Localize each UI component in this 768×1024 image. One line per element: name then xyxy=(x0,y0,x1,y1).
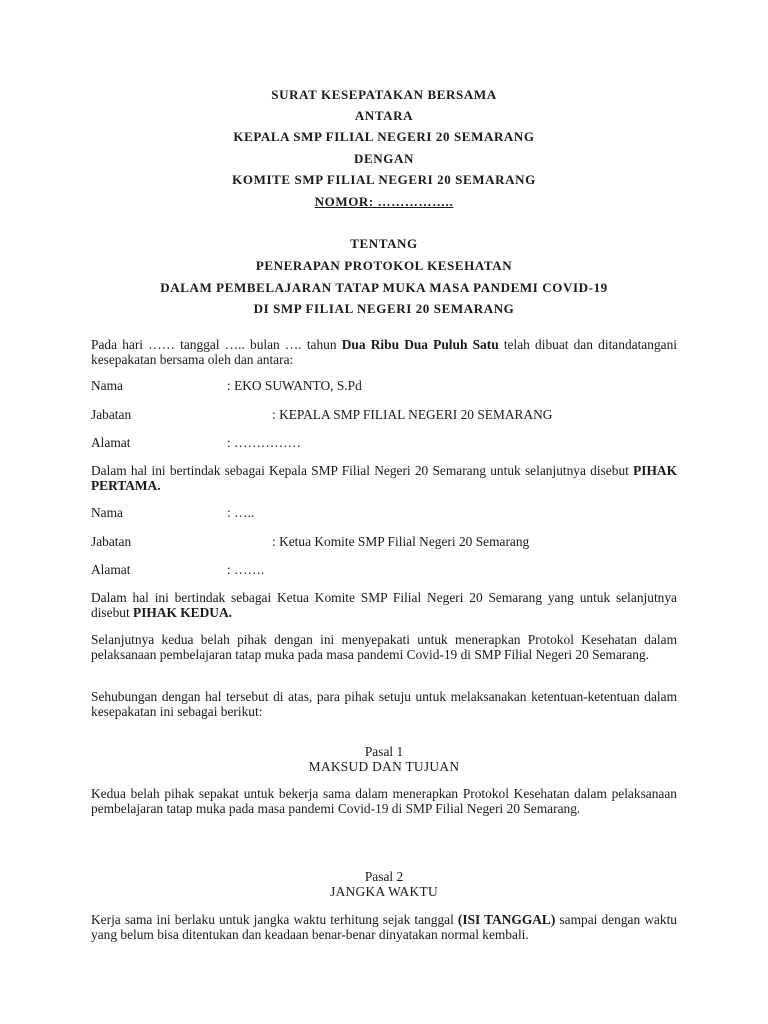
party2-description: Dalam hal ini bertindak sebagai Ketua Komite SMP Filial Negeri 20 Semarang yang untuk selanjutnya disebut PIHAK KEDUA. xyxy=(91,590,677,620)
party1-address-value: : …………… xyxy=(227,435,302,450)
topic-line-3: DI SMP FILIAL NEGERI 20 SEMARANG xyxy=(253,301,515,316)
party1-address-label: Alamat xyxy=(91,435,131,450)
party1-name-value: : EKO SUWANTO, S.Pd xyxy=(227,378,362,393)
doc-title: SURAT KESEPATAKAN BERSAMA xyxy=(271,87,497,102)
article2-text: Kerja sama ini berlaku untuk jangka waktu terhitung sejak tanggal (ISI TANGGAL) sampai dengan waktu yang belum bisa ditentukan dan keadaan benar-benar dinyatakan normal kembali. xyxy=(91,912,677,942)
party2-name-value: : ….. xyxy=(227,505,255,520)
article1-title: MAKSUD DAN TUJUAN xyxy=(308,759,460,774)
doc-title-party2: KOMITE SMP FILIAL NEGERI 20 SEMARANG xyxy=(232,172,536,187)
party2-address-value: : ……. xyxy=(227,562,265,577)
doc-title-party1: KEPALA SMP FILIAL NEGERI 20 SEMARANG xyxy=(233,129,535,144)
party2-position-label: Jabatan xyxy=(91,534,132,549)
doc-title-antara: ANTARA xyxy=(354,108,414,123)
party1-position-value: : KEPALA SMP FILIAL NEGERI 20 SEMARANG xyxy=(272,407,553,422)
party1-name-label: Nama xyxy=(91,378,123,393)
agreement-paragraph: Selanjutnya kedua belah pihak dengan ini menyepakati untuk menerapkan Protokol Kesehatan dalam pelaksanaan pembelajaran tatap muka pada masa pandemi Covid-19 di SMP Filial Negeri 20 Semarang. xyxy=(91,632,677,662)
party1-position-label: Jabatan xyxy=(91,407,132,422)
article2-number: Pasal 2 xyxy=(364,869,404,884)
party1-description: Dalam hal ini bertindak sebagai Kepala SMP Filial Negeri 20 Semarang untuk selanjutnya disebut PIHAK PERTAMA. xyxy=(91,463,677,493)
article1-text: Kedua belah pihak sepakat untuk bekerja sama dalam menerapkan Protokol Kesehatan dalam pelaksanaan pembelajaran tatap muka pada masa pandemi Covid-19 di SMP Filial Negeri 20 Semarang. xyxy=(91,786,677,816)
tentang-label: TENTANG xyxy=(350,236,418,251)
intro-paragraph: Pada hari …… tanggal ….. bulan …. tahun Dua Ribu Dua Puluh Satu telah dibuat dan ditandatangani kesepakatan bersama oleh dan antara: xyxy=(91,337,678,367)
terms-intro-paragraph: Sehubungan dengan hal tersebut di atas, para pihak setuju untuk melaksanakan ketentuan-ketentuan dalam kesepakatan ini sebagai berikut: xyxy=(91,689,677,719)
party2-name-label: Nama xyxy=(91,505,123,520)
doc-title-dengan: DENGAN xyxy=(354,151,414,166)
topic-line-1: PENERAPAN PROTOKOL KESEHATAN xyxy=(255,258,513,273)
party2-position-value: : Ketua Komite SMP Filial Negeri 20 Semarang xyxy=(272,534,530,549)
party2-address-label: Alamat xyxy=(91,562,131,577)
article2-title: JANGKA WAKTU xyxy=(330,884,438,899)
article1-number: Pasal 1 xyxy=(364,744,404,759)
topic-line-2: DALAM PEMBELAJARAN TATAP MUKA MASA PANDEMI COVID-19 xyxy=(160,280,608,295)
doc-number: NOMOR: …………….. xyxy=(314,194,454,209)
